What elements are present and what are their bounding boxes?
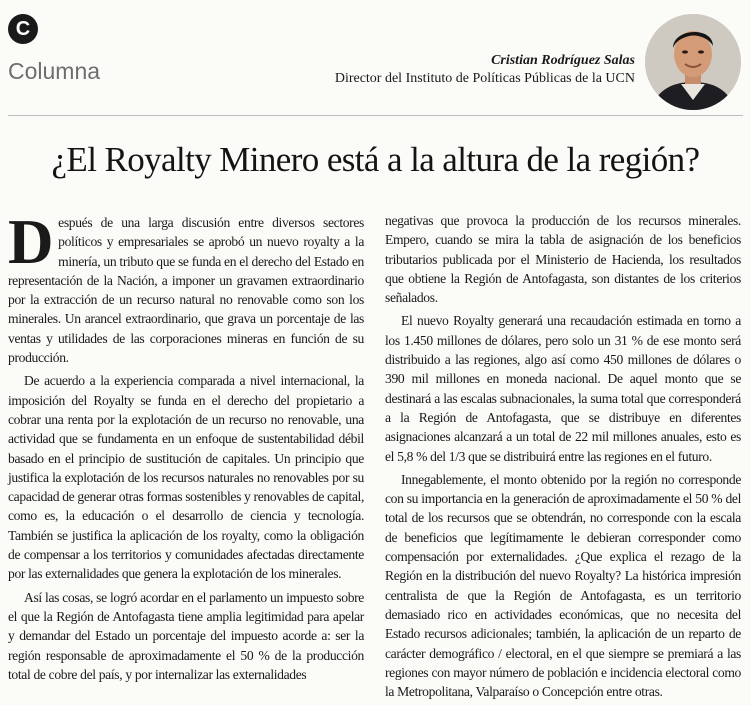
paragraph: Así las cosas, se logró acordar en el parlamento un impuesto sobre el que la Región de Antofagasta tiene amplia legitimidad para apelar y demandar del Estado un porcentaje del impuesto acorde a: ser la región responsable de aproximadamente el 50 % de la producción total de cobre del país, y por internalizar las externalidades xyxy=(8,589,364,682)
paragraph: Después de una larga discusión entre diversos sectores políticos y empresariales se aprobó un nuevo royalty a la minería, un tributo que se funda en el derecho del Estado en representación de la Nación, a imponer un gravamen extraordinario por la extracción de un recurso natural no renovable como son los minerales. Un arancel extraordinario, que grava un porcentaje de las ventas y utilidades de las corporaciones mineras en función de su producción. xyxy=(8,207,364,366)
paragraph: negativas que provoca la producción de los recursos minerales. Empero, cuando se mira la tabla de asignación de los beneficios tributarios publicada por el Ministerio de Hacienda, los resultados que obtiene la Región de Antofagasta, son distantes de los criterios señalados. xyxy=(385,213,741,306)
drop-cap: D xyxy=(8,207,54,277)
column-badge: C xyxy=(8,14,38,44)
article-column-left xyxy=(8,207,364,688)
author-role: Director del Instituto de Políticas Públicas de la UCN xyxy=(334,71,635,86)
author-block xyxy=(335,52,635,88)
paragraph: Innegablemente, el monto obtenido por la región no corresponde con su importancia en la generación de aproximadamente el 50 % del total de los recursos que se obtendrán, no corresponde con la escala de beneficios que legítimamente le debieran corresponder como compensación por externalidades. ¿Que explica el rezago de la Región en la distribución del nuevo Royalty? La histórica impresión centralista de que la Región de Antofagasta, es un territorio demasiado rico en actividades económicas, que no necesita del Estado recursos adicionales; también, la aplicación de un reparto de carácter demográfico / electoral, en el que siempre se premiará a las regiones con mayor número de población e incidencia electoral como la Metropolitana, Valparaíso o Concepción entre otras. xyxy=(385,471,741,700)
paragraph: El nuevo Royalty generará una recaudación estimada en torno a los 1.450 millones de dólares, pero solo un 31 % de ese monto será distribuido a las regiones, algo así como 450 millones de dólares o 390 mil millones en moneda nacional. De aquel monto que se destinará a las escalas subnacionales, la suma total que corresponderá a la Región de Antofagasta, que se distribuye en diferentes asignaciones alcanzará a un total de 22 mil millones anuales, esto es el 5,8 % del 1/3 que se distribuirá entre las regiones en el futuro. xyxy=(385,313,741,464)
author-photo xyxy=(645,14,741,110)
author-name: Cristian Rodríguez Salas xyxy=(491,53,635,68)
author-portrait-icon xyxy=(645,14,741,110)
paragraph: De acuerdo a la experiencia comparada a nivel internacional, la imposición del Royalty se funda en el derecho del propietario a cobrar una renta por la explotación de un recurso no renovable, una actividad que se fundamenta en un enfoque de sustentabilidad débil basado en el principio de sustitución de capitales. Un principio que justifica la explotación de los recursos naturales no renovables por su capacidad de generar otras formas sostenibles y renovables de capital, como es, la educación o el desarrollo de ciencia y tecnología. También se justifica la aplicación de los royalty, como la obligación de compensar a los territorios y comunidades afectadas directamente por las externalidades que genera la explotación de los minerales. xyxy=(8,373,364,582)
article-headline: ¿El Royalty Minero está a la altura de la región? xyxy=(51,140,700,179)
header-divider xyxy=(8,115,743,116)
article-column-right xyxy=(385,211,741,705)
section-label: Columna xyxy=(8,58,101,84)
